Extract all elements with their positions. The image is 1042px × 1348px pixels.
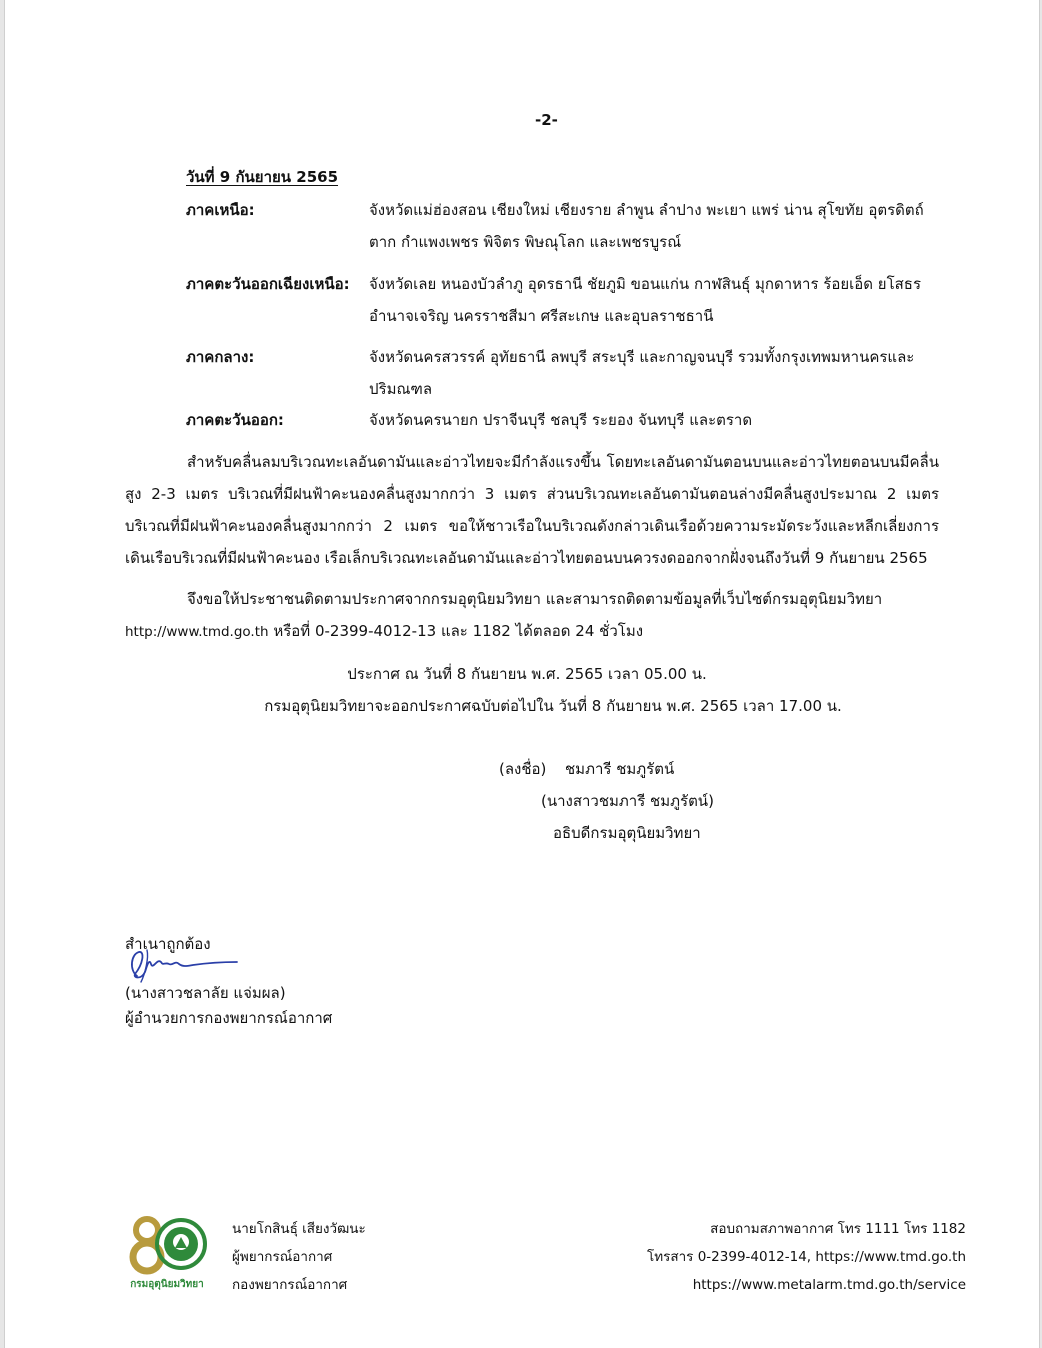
region-provinces: จังหวัดนครสวรรค์ อุทัยธานี ลพบุรี สระบุรี และกาญจนบุรี รวมทั้งกรุงเทพมหานครและ — [369, 348, 915, 366]
date-heading: วันที่ 9 กันยายน 2565 — [186, 168, 339, 186]
region-label: ภาคเหนือ: — [186, 201, 255, 219]
region-provinces: ปริมณฑล — [369, 380, 433, 398]
page-number: -2- — [535, 111, 558, 129]
sign-fullname: (นางสาวชมภารี ชมภูรัตน์) — [541, 792, 714, 810]
region-provinces: อำนาจเจริญ นครราชสีมา ศรีสะเกษ และอุบลราชธานี — [369, 307, 714, 325]
region-provinces: จังหวัดแม่ฮ่องสอน เชียงใหม่ เชียงราย ลำพูน ลำปาง พะเยา แพร่ น่าน สุโขทัย อุตรดิตถ์ — [369, 201, 924, 219]
sign-prefix: (ลงชื่อ) — [499, 760, 547, 778]
announce-line-1: ประกาศ ณ วันที่ 8 กันยายน พ.ศ. 2565 เวลา 05.00 น. — [347, 665, 707, 683]
sign-title: อธิบดีกรมอุตุนิยมวิทยา — [553, 824, 701, 842]
tmd-80th-anniversary-logo — [125, 1213, 209, 1293]
copy-name: (นางสาวชลาลัย แจ่มผล) — [125, 984, 286, 1002]
footer-phone: สอบถามสภาพอากาศ โทร 1111 โทร 1182 — [710, 1221, 966, 1237]
region-provinces: จังหวัดเลย หนองบัวลำภู อุดรธานี ชัยภูมิ ขอนแก่น กาฬสินธุ์ มุกดาหาร ร้อยเอ็ด ยโสธร — [369, 275, 922, 293]
announce-line-2: กรมอุตุนิยมวิทยาจะออกประกาศฉบับต่อไปใน วันที่ 8 กันยายน พ.ศ. 2565 เวลา 17.00 น. — [264, 697, 842, 715]
follow-paragraph-text: จึงขอให้ประชาชนติดตามประกาศจากกรมอุตุนิยมวิทยา และสามารถติดตามข้อมูลที่เว็บไซต์กรมอุตุนิยมวิทยา — [187, 590, 883, 608]
region-label: ภาคกลาง: — [186, 348, 255, 366]
copy-certified: สำเนาถูกต้อง — [125, 935, 211, 953]
footer-forecaster — [232, 1220, 366, 1304]
footer-contact — [647, 1220, 966, 1304]
region-provinces: ตาก กำแพงเพชร พิจิตร พิษณุโลก และเพชรบูรณ์ — [369, 233, 682, 251]
footer-fax-website[interactable]: โทรสาร 0-2399-4012-14, https://www.tmd.go.th — [646, 1249, 966, 1265]
wave-paragraph-text: สำหรับคลื่นลมบริเวณทะเลอันดามันและอ่าวไทยจะมีกำลังแรงขึ้น โดยทะเลอันดามันตอนบนและอ่าวไทยตอนบนมีคลื่นสูง 2-3 เมตร บริเวณที่มีฝนฟ้าคะนองคลื่นสูงมากกว่า 3 เมตร ส่วนบริเวณทะเลอันดามันตอนล่างมีคลื่นสูงประมาณ 2 เมตร บริเวณที่มีฝนฟ้าคะนองคลื่นสูงมากกว่า 2 เมตร ขอให้ชาวเรือในบริเวณดังกล่าวเดินเรือด้วยความระมัดระวังและหลีกเลี่ยงการเดินเรือบริเวณที่มีฝนฟ้าคะนอง เรือเล็กบริเวณทะเลอันดามันและอ่าวไทยตอนบนควรงดออกจากฝั่งจนถึงวันที่ 9 กันยายน 2565 — [125, 453, 939, 567]
follow-paragraph — [125, 583, 939, 648]
footer-forecaster-name: นายโกสินธุ์ เสียงวัฒนะ — [232, 1221, 366, 1237]
logo-emblem-icon — [125, 1213, 209, 1275]
region-label: ภาคตะวันออก: — [186, 411, 284, 429]
region-label: ภาคตะวันออกเฉียงเหนือ: — [186, 275, 350, 293]
website-link[interactable]: http://www.tmd.go.th — [125, 624, 269, 640]
footer-forecaster-position: ผู้พยากรณ์อากาศ — [232, 1249, 333, 1265]
sign-name: ชมภารี ชมภูรัตน์ — [565, 760, 675, 778]
document-page — [4, 0, 1040, 1348]
handwritten-signature — [123, 944, 243, 986]
footer-forecaster-division: กองพยากรณ์อากาศ — [232, 1277, 348, 1293]
wave-paragraph — [125, 446, 939, 574]
logo-text: กรมอุตุนิยมวิทยา — [130, 1279, 204, 1290]
footer-metalarm-link[interactable]: https://www.metalarm.tmd.go.th/service — [692, 1277, 966, 1293]
region-provinces: จังหวัดนครนายก ปราจีนบุรี ชลบุรี ระยอง จันทบุรี และตราด — [369, 411, 753, 429]
follow-contact-text: หรือที่ 0-2399-4012-13 และ 1182 ได้ตลอด 24 ชั่วโมง — [268, 622, 644, 640]
copy-title: ผู้อำนวยการกองพยากรณ์อากาศ — [125, 1009, 333, 1027]
